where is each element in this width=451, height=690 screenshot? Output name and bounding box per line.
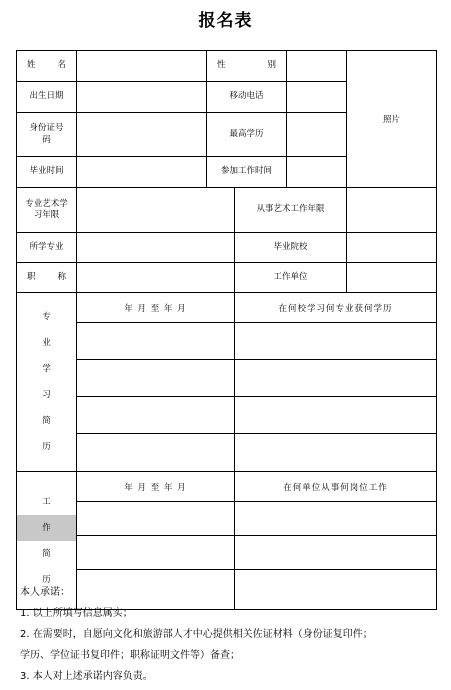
work-detail-header: 在何单位从事何岗位工作: [235, 472, 437, 502]
study-row: [17, 397, 437, 434]
work-period-cell[interactable]: [77, 502, 235, 536]
art-study-years-input-cell[interactable]: [77, 188, 235, 233]
photo-box[interactable]: [347, 51, 437, 188]
form-title: 报名表: [198, 11, 253, 31]
work-row: [17, 536, 437, 570]
mobile-label: 移动电话: [207, 82, 287, 113]
art-work-years-input-cell[interactable]: [347, 188, 437, 233]
photo-label: 照片: [383, 115, 401, 125]
employer-label: 工作单位: [235, 263, 347, 293]
pledge-line: 学历、学位证书复印件；职称证明文件等）备查；: [20, 650, 240, 661]
study-period-cell[interactable]: [77, 360, 235, 397]
work-detail-cell[interactable]: [235, 502, 437, 536]
study-row: [17, 434, 437, 472]
birth-date-label: 出生日期: [17, 82, 77, 113]
school-input-cell[interactable]: [347, 233, 437, 263]
study-period-header: 年 月 至 年 月: [77, 293, 235, 323]
school-label: 毕业院校: [235, 233, 347, 263]
study-row: [17, 360, 437, 397]
study-period-cell[interactable]: [77, 397, 235, 434]
education-label: 最高学历: [207, 113, 287, 157]
employer-input-cell[interactable]: [347, 263, 437, 293]
education-input-cell[interactable]: [287, 113, 347, 157]
birth-date-input-cell[interactable]: [77, 82, 207, 113]
id-number-label: 身份证号码: [17, 113, 77, 157]
mobile-input-cell[interactable]: [287, 82, 347, 113]
major-input-cell[interactable]: [77, 233, 235, 263]
art-study-years-label: 专业艺术学习年限: [17, 188, 77, 233]
registration-form-table: [16, 50, 437, 610]
major-label: 所学专业: [17, 233, 77, 263]
form-row: [17, 51, 437, 82]
work-history-label: 工 作 简 历: [17, 472, 77, 610]
study-period-cell[interactable]: [77, 434, 235, 472]
work-start-time-label: 参加工作时间: [207, 157, 287, 188]
study-row: [17, 323, 437, 360]
title-rank-label: 职 称: [17, 263, 77, 293]
form-row: [17, 263, 437, 293]
study-detail-header: 在何校学习何专业获何学历: [235, 293, 437, 323]
work-header-row: [17, 472, 437, 502]
pledge-section: [20, 582, 445, 687]
work-period-cell[interactable]: [77, 536, 235, 570]
form-row: [17, 188, 437, 233]
id-number-input-cell[interactable]: [77, 113, 207, 157]
work-period-header: 年 月 至 年 月: [77, 472, 235, 502]
graduation-time-input-cell[interactable]: [77, 157, 207, 188]
study-detail-cell[interactable]: [235, 323, 437, 360]
study-detail-cell[interactable]: [235, 434, 437, 472]
study-detail-cell[interactable]: [235, 360, 437, 397]
study-history-label: 专 业 学 习 简 历: [17, 293, 77, 472]
form-row: [17, 233, 437, 263]
name-label: 姓 名: [17, 51, 77, 82]
name-input-cell[interactable]: [77, 51, 207, 82]
study-detail-cell[interactable]: [235, 397, 437, 434]
title-rank-input-cell[interactable]: [77, 263, 235, 293]
gender-label: 性 别: [207, 51, 287, 82]
pledge-line: 1. 以上所填写信息属实；: [20, 608, 133, 619]
study-period-cell[interactable]: [77, 323, 235, 360]
work-detail-cell[interactable]: [235, 536, 437, 570]
graduation-time-label: 毕业时间: [17, 157, 77, 188]
work-start-time-input-cell[interactable]: [287, 157, 347, 188]
pledge-heading: 本人承诺：: [20, 587, 70, 598]
study-header-row: [17, 293, 437, 323]
art-work-years-label: 从事艺术工作年限: [235, 188, 347, 233]
gender-input-cell[interactable]: [287, 51, 347, 82]
work-row: [17, 502, 437, 536]
pledge-line: 3. 本人对上述承诺内容负责。: [20, 671, 153, 682]
pledge-line: 2. 在需要时，自愿向文化和旅游部人才中心提供相关佐证材料（身份证复印件；: [20, 629, 373, 640]
